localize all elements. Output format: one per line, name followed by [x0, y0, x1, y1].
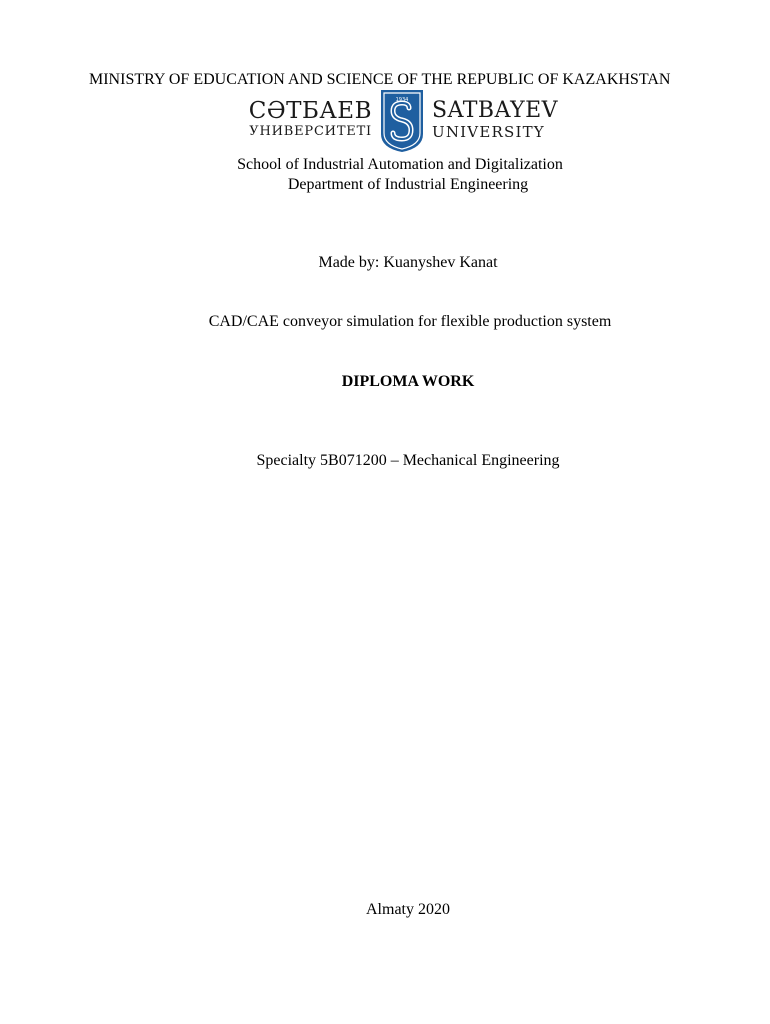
- emblem-year: 1934: [395, 97, 409, 103]
- ministry-heading: MINISTRY OF EDUCATION AND SCIENCE OF THE REPUBLIC OF KAZAKHSTAN: [89, 71, 671, 88]
- logo-english-subtitle: UNIVERSITY: [432, 123, 545, 141]
- work-type: DIPLOMA WORK: [341, 373, 475, 390]
- specialty-line: Specialty 5B071200 – Mechanical Engineering: [256, 452, 560, 469]
- logo-kazakh-name: СӘТБАЕВ: [248, 98, 372, 124]
- logo-english-text: [432, 98, 582, 140]
- university-emblem-icon: [377, 88, 427, 154]
- logo-kazakh-text: [232, 98, 372, 140]
- school-name: School of Industrial Automation and Digitalization: [237, 156, 563, 173]
- city-year: Almaty 2020: [366, 901, 450, 918]
- university-logo: [232, 88, 574, 154]
- department-name: Department of Industrial Engineering: [287, 176, 529, 193]
- logo-english-name: SATBAYEV: [432, 98, 559, 123]
- thesis-topic: CAD/CAE conveyor simulation for flexible production system: [208, 313, 612, 330]
- logo-kazakh-subtitle: УНИВЕРСИТЕТІ: [249, 124, 372, 139]
- author-line: Made by: Kuanyshev Kanat: [318, 254, 498, 271]
